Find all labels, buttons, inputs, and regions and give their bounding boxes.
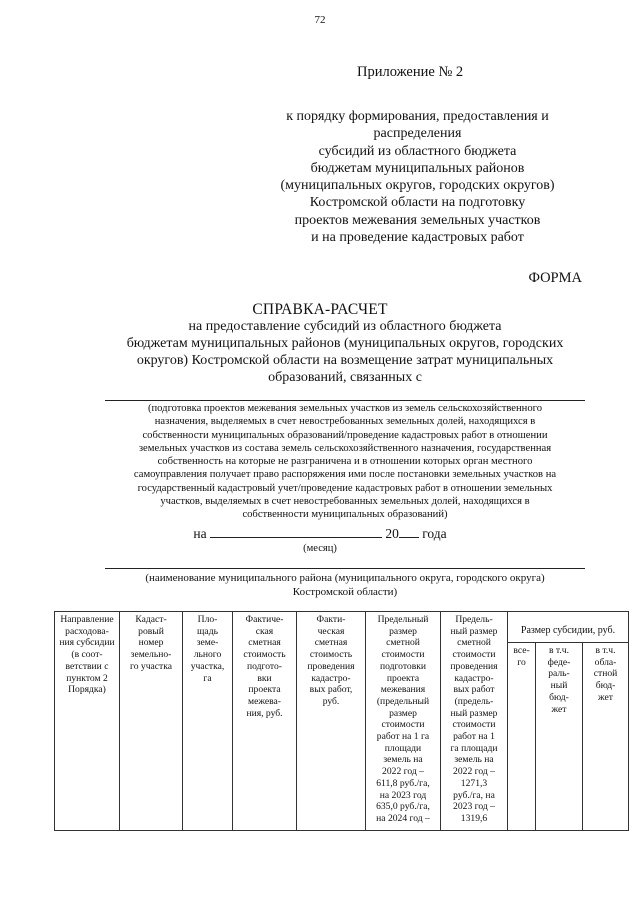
hint-line: самоуправления получает право распоряжения ими после постановки земельных участков на <box>133 469 557 481</box>
month-blank <box>210 525 382 538</box>
hint-line: собственности муниципальных образований) <box>242 509 448 521</box>
subtitle-line: на предоставление субсидий из областного бюджета <box>188 319 502 334</box>
hint-line: государственный кадастровый учет/проведение кадастровых работ в отношении земельных <box>137 482 553 494</box>
table-header-row <box>55 612 629 643</box>
document-subtitle <box>100 318 590 386</box>
hint-line: (подготовка проектов межевания земельных участков из земель сельскохозяйственного <box>147 403 542 414</box>
form-label: ФОРМА <box>528 270 582 286</box>
page-number: 72 <box>314 14 326 26</box>
column-header: Предельный размер сметной стоимости подготовки проекта межевания (предельный размер стоимости работ на 1 га площади земель на 2022 год – 611,8 руб./га, на 2023 год 635,0 руб./га, на 2024 год – <box>366 612 441 831</box>
year-blank <box>399 525 419 538</box>
column-header: Пло- щадь земе- льного участка, га <box>183 612 233 831</box>
hint-line: собственности муниципальных образований/проведение кадастровых работ в отношении <box>142 429 548 441</box>
appendix-line: Костромской области на подготовку <box>309 195 526 211</box>
appendix-line: распределения <box>373 126 462 142</box>
subtitle-line: бюджетам муниципальных районов (муниципальных округов, городских <box>126 336 564 351</box>
subtitle-line: округов) Костромской области на возмещение затрат муниципальных <box>136 353 554 368</box>
appendix-line: субсидий из областного бюджета <box>318 143 517 159</box>
appendix-line: бюджетам муниципальных районов <box>310 160 525 176</box>
column-header: Направление расходова- ния субсидии (в соот- ветствии с пунктом 2 Порядка) <box>55 612 120 831</box>
column-header: Фактиче- ская сметная стоимость подгото- вки проекта межева- ния, руб. <box>233 612 297 831</box>
document-title: СПРАВКА-РАСЧЕТ <box>252 301 388 318</box>
year-prefix: 20 <box>385 526 399 541</box>
subsidy-group-header: Размер субсидии, руб. <box>508 612 629 643</box>
subsidy-column-header: в т.ч. феде- раль- ный бюд- жет <box>536 643 583 831</box>
subtitle-line: образований, связанных с <box>268 370 422 385</box>
hint-line: собственность на которые не разграничена и в отношении которых орган местного <box>157 456 533 468</box>
municipality-hint <box>100 572 590 599</box>
appendix-line: к порядку формирования, предоставления и <box>286 109 549 124</box>
hint-line: (наименование муниципального района (муниципального округа, городского округа) <box>145 572 545 584</box>
appendix-line: и на проведение кадастровых работ <box>311 230 524 246</box>
purpose-hint <box>100 402 590 522</box>
hint-line: назначения, выделяемых в счет невостребованных земельных долей, находящихся в <box>154 416 536 428</box>
hint-line: земельных участков из состава земель сельскохозяйственного назначения, государственная <box>138 442 552 454</box>
column-header: Предель- ный размер сметной стоимости проведения кадастро- вых работ (предель- ный размер стоимости работ на 1 га площади земель на 2022 год – 1271,3 руб./га, на 2023 год – 1319,6 <box>441 612 508 831</box>
purpose-fill-line <box>105 400 585 401</box>
appendix-line: (муниципальных округов, городских округов) <box>280 178 555 194</box>
column-header: Факти- ческая сметная стоимость проведения кадастро- вых работ, руб. <box>297 612 366 831</box>
hint-line: участков, выделяемых в счет невостребованных земельных долей, находящихся в <box>160 496 530 508</box>
subsidy-column-header: в т.ч. обла- стной бюд- жет <box>583 643 629 831</box>
hint-line: Костромской области) <box>292 585 398 598</box>
appendix-line: проектов межевания земельных участков <box>294 212 541 228</box>
period-prefix: на <box>193 526 207 541</box>
month-hint: (месяц) <box>303 543 337 554</box>
year-suffix: года <box>422 526 447 541</box>
calculation-table <box>54 611 629 831</box>
period-line <box>0 525 640 542</box>
column-header: Кадаст- ровый номер земельно- го участка <box>120 612 183 831</box>
appendix-description <box>220 108 615 246</box>
subsidy-column-header: все- го <box>508 643 536 831</box>
municipality-fill-line <box>105 568 585 569</box>
appendix-title: Приложение № 2 <box>357 64 464 80</box>
